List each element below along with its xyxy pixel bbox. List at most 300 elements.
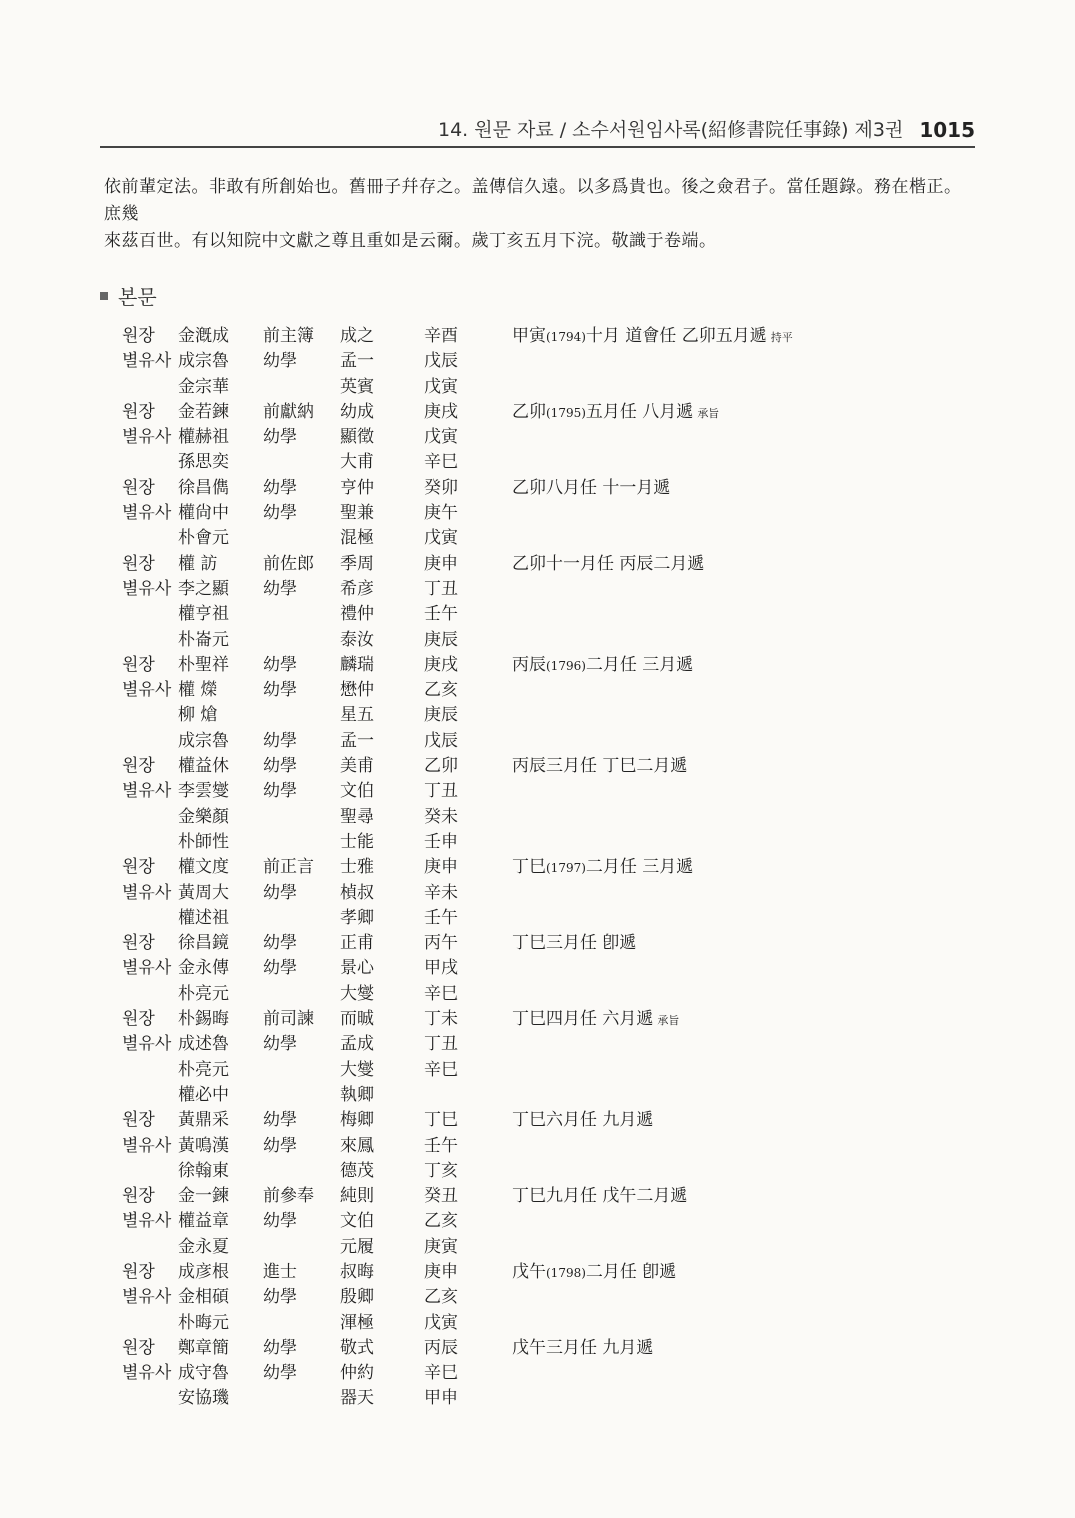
term-note-note-rest: 十月 道會任 乙卯五月遞 [585, 326, 767, 346]
record-name: 權必中 [178, 1084, 229, 1105]
term-note-note: 戊午 [512, 1261, 546, 1282]
record-title: 幼學 [263, 680, 297, 701]
record-term-note [512, 375, 516, 401]
record-courtesy-name: 混極 [340, 528, 374, 549]
record-birth-year: 庚申 [424, 857, 458, 878]
record-role: 원장 [122, 1261, 155, 1282]
record-row [100, 552, 970, 577]
record-name: 朴亮元 [178, 983, 229, 1004]
record-title: 幼學 [263, 882, 297, 903]
record-courtesy-name: 美甫 [340, 756, 374, 777]
record-term-note [512, 881, 516, 907]
record-term-note [512, 476, 674, 502]
record-role: 별유사 [122, 427, 172, 448]
record-name: 安協璣 [178, 1388, 229, 1409]
record-birth-year: 甲申 [424, 1388, 458, 1409]
record-courtesy-name: 純則 [340, 1186, 374, 1207]
record-birth-year: 丁未 [424, 1009, 458, 1030]
term-note-note-rest: 二月任 卽遞 [585, 1261, 677, 1282]
page-header [100, 112, 975, 142]
term-note-note-year: (1798) [546, 1265, 586, 1280]
record-term-note [512, 1134, 516, 1160]
record-birth-year: 庚申 [424, 1261, 458, 1282]
record-term-note [512, 931, 640, 957]
term-note-note-year: (1797) [546, 861, 586, 876]
intro-paragraph [104, 174, 974, 255]
record-courtesy-name: 仲約 [340, 1363, 374, 1384]
record-courtesy-name: 顯徵 [340, 427, 374, 448]
record-row [100, 1311, 970, 1336]
record-row [100, 1361, 970, 1386]
record-row [100, 1083, 970, 1108]
record-birth-year: 庚戌 [424, 654, 458, 675]
record-term-note [512, 349, 516, 375]
record-name: 權 訪 [178, 553, 218, 574]
record-birth-year: 乙卯 [424, 756, 458, 777]
term-note-note-rest: 二月任 三月遞 [585, 857, 694, 878]
record-courtesy-name: 而晠 [340, 1009, 374, 1030]
term-note-note: 丁巳四月任 六月遞 [512, 1009, 654, 1030]
record-courtesy-name: 聖尋 [340, 806, 374, 827]
record-title: 幼學 [263, 730, 297, 751]
record-row [100, 931, 970, 956]
record-title: 幼學 [263, 1034, 297, 1055]
record-title: 前參奉 [263, 1186, 314, 1207]
record-title: 前佐郎 [263, 553, 314, 574]
record-courtesy-name: 來鳳 [340, 1135, 374, 1156]
record-name: 孫思奕 [178, 452, 229, 473]
record-name: 成宗魯 [178, 351, 229, 372]
record-role: 별유사 [122, 503, 172, 524]
record-courtesy-name: 梅卿 [340, 1110, 374, 1131]
record-birth-year: 乙亥 [424, 1287, 458, 1308]
record-name: 鄭章簡 [178, 1337, 229, 1358]
record-name: 朴聖祥 [178, 654, 229, 675]
record-role: 원장 [122, 654, 155, 675]
record-row [100, 1159, 970, 1184]
record-birth-year: 辛巳 [424, 1059, 458, 1080]
record-courtesy-name: 孟一 [340, 730, 374, 751]
term-note-note-year: (1796) [546, 658, 586, 673]
record-row [100, 1285, 970, 1310]
record-title: 幼學 [263, 1363, 297, 1384]
record-role: 원장 [122, 401, 155, 422]
record-role: 별유사 [122, 1287, 172, 1308]
record-title: 幼學 [263, 477, 297, 498]
record-role: 별유사 [122, 1135, 172, 1156]
record-role: 별유사 [122, 680, 172, 701]
record-term-note [512, 577, 516, 603]
record-title: 幼學 [263, 503, 297, 524]
record-term-note [512, 754, 691, 780]
record-role: 원장 [122, 1337, 155, 1358]
record-term-note [512, 1209, 516, 1235]
record-role: 원장 [122, 933, 155, 954]
record-birth-year: 戊寅 [424, 427, 458, 448]
record-birth-year: 戊辰 [424, 730, 458, 751]
record-term-note [512, 1285, 516, 1311]
record-row [100, 526, 970, 551]
record-term-note [512, 855, 697, 881]
record-term-note [512, 956, 516, 982]
intro-line: 依前輩定法。非敢有所創始也。舊冊子幷存之。盖傳信久遠。以多爲貴也。後之僉君子。當任題錄。務在楷正。庶幾 [104, 177, 962, 224]
record-name: 金永傳 [178, 958, 229, 979]
record-term-note [512, 501, 516, 527]
record-birth-year: 丙辰 [424, 1337, 458, 1358]
record-row [100, 855, 970, 880]
term-note-note: 戊午三月任 九月遞 [512, 1337, 654, 1358]
page-number: 1015 [919, 118, 975, 142]
record-term-note [512, 1159, 516, 1185]
record-courtesy-name: 殷卿 [340, 1287, 374, 1308]
record-name: 成守魯 [178, 1363, 229, 1384]
record-term-note [512, 1336, 657, 1362]
record-term-note [512, 982, 516, 1008]
record-title: 幼學 [263, 756, 297, 777]
record-title: 幼學 [263, 958, 297, 979]
record-role: 원장 [122, 477, 155, 498]
term-note-note: 乙卯 [512, 401, 546, 422]
record-birth-year: 庚辰 [424, 705, 458, 726]
record-title: 幼學 [263, 1135, 297, 1156]
record-courtesy-name: 懋仲 [340, 680, 374, 701]
record-term-note [512, 400, 719, 426]
record-birth-year: 丁丑 [424, 578, 458, 599]
record-title: 幼學 [263, 654, 297, 675]
record-term-note [512, 1083, 516, 1109]
record-row [100, 678, 970, 703]
record-name: 徐昌儁 [178, 477, 229, 498]
record-name: 權益休 [178, 756, 229, 777]
record-title: 幼學 [263, 781, 297, 802]
header-rule [100, 146, 975, 148]
term-note-note-small: 承旨 [657, 1014, 680, 1028]
record-name: 徐翰東 [178, 1160, 229, 1181]
record-title: 前獻納 [263, 401, 314, 422]
record-courtesy-name: 器天 [340, 1388, 374, 1409]
record-courtesy-name: 執卿 [340, 1084, 374, 1105]
record-courtesy-name: 渾極 [340, 1312, 374, 1333]
term-note-note-small: 承旨 [697, 406, 720, 420]
record-name: 權赫祖 [178, 427, 229, 448]
record-name: 徐昌鏡 [178, 933, 229, 954]
record-row [100, 1386, 970, 1411]
term-note-note: 丁巳 [512, 857, 546, 878]
record-title: 幼學 [263, 1337, 297, 1358]
record-term-note [512, 703, 516, 729]
record-term-note [512, 678, 516, 704]
record-title: 前司諫 [263, 1009, 314, 1030]
record-term-note [512, 1386, 516, 1412]
record-birth-year: 壬午 [424, 907, 458, 928]
record-birth-year: 庚申 [424, 553, 458, 574]
record-birth-year: 壬午 [424, 604, 458, 625]
record-name: 權益章 [178, 1211, 229, 1232]
record-term-note [512, 906, 516, 932]
record-name: 李之顯 [178, 578, 229, 599]
record-name: 黃周大 [178, 882, 229, 903]
record-role: 별유사 [122, 578, 172, 599]
record-role: 별유사 [122, 1211, 172, 1232]
record-term-note [512, 450, 516, 476]
record-birth-year: 辛巳 [424, 452, 458, 473]
record-role: 별유사 [122, 351, 172, 372]
record-row [100, 450, 970, 475]
record-row [100, 1007, 970, 1032]
record-birth-year: 壬午 [424, 1135, 458, 1156]
record-name: 成彦根 [178, 1261, 229, 1282]
records-list [100, 324, 970, 1412]
record-row [100, 729, 970, 754]
record-role: 별유사 [122, 958, 172, 979]
record-row [100, 375, 970, 400]
record-row [100, 1209, 970, 1234]
record-term-note [512, 602, 516, 628]
record-name: 李雲燮 [178, 781, 229, 802]
record-courtesy-name: 叔晦 [340, 1261, 374, 1282]
record-courtesy-name: 士雅 [340, 857, 374, 878]
record-name: 朴崙元 [178, 629, 229, 650]
record-birth-year: 庚辰 [424, 629, 458, 650]
section-title: 본문 [118, 285, 157, 309]
record-birth-year: 癸丑 [424, 1186, 458, 1207]
record-birth-year: 辛酉 [424, 326, 458, 346]
record-row [100, 830, 970, 855]
record-row [100, 476, 970, 501]
record-birth-year: 乙亥 [424, 1211, 458, 1232]
record-row [100, 324, 970, 349]
record-birth-year: 辛巳 [424, 983, 458, 1004]
record-name: 黃鼎采 [178, 1110, 229, 1131]
record-term-note [512, 1032, 516, 1058]
record-row [100, 1134, 970, 1159]
record-role: 원장 [122, 1186, 155, 1207]
record-title: 幼學 [263, 351, 297, 372]
record-term-note [512, 830, 516, 856]
record-row [100, 805, 970, 830]
record-courtesy-name: 季周 [340, 553, 374, 574]
record-term-note [512, 425, 516, 451]
record-role: 원장 [122, 326, 155, 346]
record-birth-year: 丙午 [424, 933, 458, 954]
record-courtesy-name: 大甫 [340, 452, 374, 473]
record-name: 金宗華 [178, 376, 229, 397]
record-row [100, 1336, 970, 1361]
record-courtesy-name: 幼成 [340, 401, 374, 422]
record-name: 金永夏 [178, 1236, 229, 1257]
record-courtesy-name: 英賓 [340, 376, 374, 397]
record-row [100, 1260, 970, 1285]
record-role: 원장 [122, 1110, 155, 1131]
record-courtesy-name: 正甫 [340, 933, 374, 954]
record-name: 朴會元 [178, 528, 229, 549]
record-birth-year: 丁丑 [424, 1034, 458, 1055]
record-name: 柳 熗 [178, 705, 218, 726]
record-name: 黃鳴漢 [178, 1135, 229, 1156]
record-courtesy-name: 士能 [340, 831, 374, 852]
record-title: 幼學 [263, 1110, 297, 1131]
record-role: 원장 [122, 756, 155, 777]
record-role: 별유사 [122, 882, 172, 903]
record-name: 朴亮元 [178, 1059, 229, 1080]
record-title: 幼學 [263, 1211, 297, 1232]
record-row [100, 1235, 970, 1260]
record-role: 원장 [122, 1009, 155, 1030]
record-name: 金樂顏 [178, 806, 229, 827]
record-birth-year: 庚午 [424, 503, 458, 524]
record-courtesy-name: 孝卿 [340, 907, 374, 928]
record-birth-year: 丁亥 [424, 1160, 458, 1181]
term-note-note-year: (1795) [546, 405, 586, 420]
term-note-note: 乙卯十一月任 丙辰二月遞 [512, 553, 705, 574]
record-courtesy-name: 景心 [340, 958, 374, 979]
record-role: 원장 [122, 857, 155, 878]
record-courtesy-name: 亨仲 [340, 477, 374, 498]
intro-line: 來茲百世。有以知院中文獻之尊且重如是云爾。歲丁亥五月下浣。敬識于卷端。 [104, 231, 717, 251]
record-row [100, 956, 970, 981]
record-role: 별유사 [122, 781, 172, 802]
record-name: 朴錫晦 [178, 1009, 229, 1030]
record-role: 별유사 [122, 1034, 172, 1055]
record-name: 金漑成 [178, 326, 229, 346]
record-name: 朴晦元 [178, 1312, 229, 1333]
record-term-note [512, 729, 516, 755]
record-birth-year: 辛巳 [424, 1363, 458, 1384]
record-birth-year: 庚寅 [424, 1236, 458, 1257]
record-name: 金相碩 [178, 1287, 229, 1308]
record-term-note [512, 1311, 516, 1337]
record-term-note [512, 1361, 516, 1387]
record-name: 金一鍊 [178, 1186, 229, 1207]
term-note-note: 丁巳三月任 卽遞 [512, 933, 637, 954]
record-name: 權文度 [178, 857, 229, 878]
record-row [100, 982, 970, 1007]
record-title: 前正言 [263, 857, 314, 878]
record-row [100, 1108, 970, 1133]
record-birth-year: 庚戌 [424, 401, 458, 422]
record-courtesy-name: 成之 [340, 326, 374, 346]
record-row [100, 881, 970, 906]
record-courtesy-name: 泰汝 [340, 629, 374, 650]
term-note-note-rest: 五月任 八月遞 [585, 401, 694, 422]
record-birth-year: 甲戌 [424, 958, 458, 979]
record-birth-year: 壬申 [424, 831, 458, 852]
term-note-note: 丙辰 [512, 654, 546, 675]
term-note-note: 丁巳六月任 九月遞 [512, 1110, 654, 1131]
record-term-note [512, 1184, 691, 1210]
record-title: 幼學 [263, 933, 297, 954]
running-title: 14. 원문 자료 / 소수서원임사록(紹修書院任事錄) 제3권 [437, 119, 904, 141]
record-name: 成述魯 [178, 1034, 229, 1055]
record-row [100, 425, 970, 450]
record-term-note [512, 779, 516, 805]
record-term-note [512, 1235, 516, 1261]
section-heading [100, 281, 157, 310]
record-term-note [512, 552, 708, 578]
record-title: 前主簿 [263, 326, 314, 346]
term-note-note: 丙辰三月任 丁巳二月遞 [512, 756, 688, 777]
record-row [100, 653, 970, 678]
record-name: 權 爃 [178, 680, 218, 701]
record-name: 權尙中 [178, 503, 229, 524]
term-note-note: 乙卯八月任 十一月遞 [512, 477, 671, 498]
term-note-note-rest: 二月任 三月遞 [585, 654, 694, 675]
record-title: 幼學 [263, 1287, 297, 1308]
record-birth-year: 丁巳 [424, 1110, 458, 1131]
record-birth-year: 癸未 [424, 806, 458, 827]
record-name: 權亨祖 [178, 604, 229, 625]
record-birth-year: 戊辰 [424, 351, 458, 372]
record-courtesy-name: 德茂 [340, 1160, 374, 1181]
record-courtesy-name: 元履 [340, 1236, 374, 1257]
record-courtesy-name: 星五 [340, 705, 374, 726]
square-bullet-icon [100, 292, 108, 300]
record-birth-year: 癸卯 [424, 477, 458, 498]
record-courtesy-name: 大燮 [340, 983, 374, 1004]
record-title: 進士 [263, 1261, 297, 1282]
record-term-note [512, 1058, 516, 1084]
record-row [100, 703, 970, 728]
record-birth-year: 乙亥 [424, 680, 458, 701]
record-courtesy-name: 聖兼 [340, 503, 374, 524]
record-row [100, 1032, 970, 1057]
record-courtesy-name: 禮仲 [340, 604, 374, 625]
term-note-note: 丁巳九月任 戊午二月遞 [512, 1186, 688, 1207]
record-row [100, 1058, 970, 1083]
record-courtesy-name: 大燮 [340, 1059, 374, 1080]
record-title: 幼學 [263, 427, 297, 448]
record-term-note [512, 1108, 657, 1134]
record-name: 朴師性 [178, 831, 229, 852]
record-row [100, 1184, 970, 1209]
record-name: 成宗魯 [178, 730, 229, 751]
record-birth-year: 戊寅 [424, 1312, 458, 1333]
record-term-note [512, 1007, 679, 1033]
record-row [100, 754, 970, 779]
record-name: 權述祖 [178, 907, 229, 928]
record-courtesy-name: 希彦 [340, 578, 374, 599]
record-courtesy-name: 文伯 [340, 1211, 374, 1232]
record-birth-year: 丁丑 [424, 781, 458, 802]
record-term-note [512, 805, 516, 831]
record-role: 별유사 [122, 1363, 172, 1384]
record-courtesy-name: 孟一 [340, 351, 374, 372]
record-term-note [512, 526, 516, 552]
record-courtesy-name: 文伯 [340, 781, 374, 802]
record-row [100, 779, 970, 804]
term-note-note-year: (1794) [546, 330, 586, 344]
record-term-note [512, 628, 516, 654]
record-birth-year: 戊寅 [424, 376, 458, 397]
record-courtesy-name: 敬式 [340, 1337, 374, 1358]
record-row [100, 349, 970, 374]
record-term-note [512, 1260, 680, 1286]
record-courtesy-name: 麟瑞 [340, 654, 374, 675]
record-role: 원장 [122, 553, 155, 574]
term-note-note: 甲寅 [512, 326, 546, 346]
term-note-note-small: 持平 [770, 331, 793, 344]
record-row [100, 400, 970, 425]
record-name: 金若鍊 [178, 401, 229, 422]
record-title: 幼學 [263, 578, 297, 599]
record-courtesy-name: 孟成 [340, 1034, 374, 1055]
record-term-note [512, 324, 793, 350]
record-row [100, 628, 970, 653]
record-row [100, 602, 970, 627]
record-row [100, 577, 970, 602]
record-row [100, 906, 970, 931]
record-term-note [512, 653, 697, 679]
